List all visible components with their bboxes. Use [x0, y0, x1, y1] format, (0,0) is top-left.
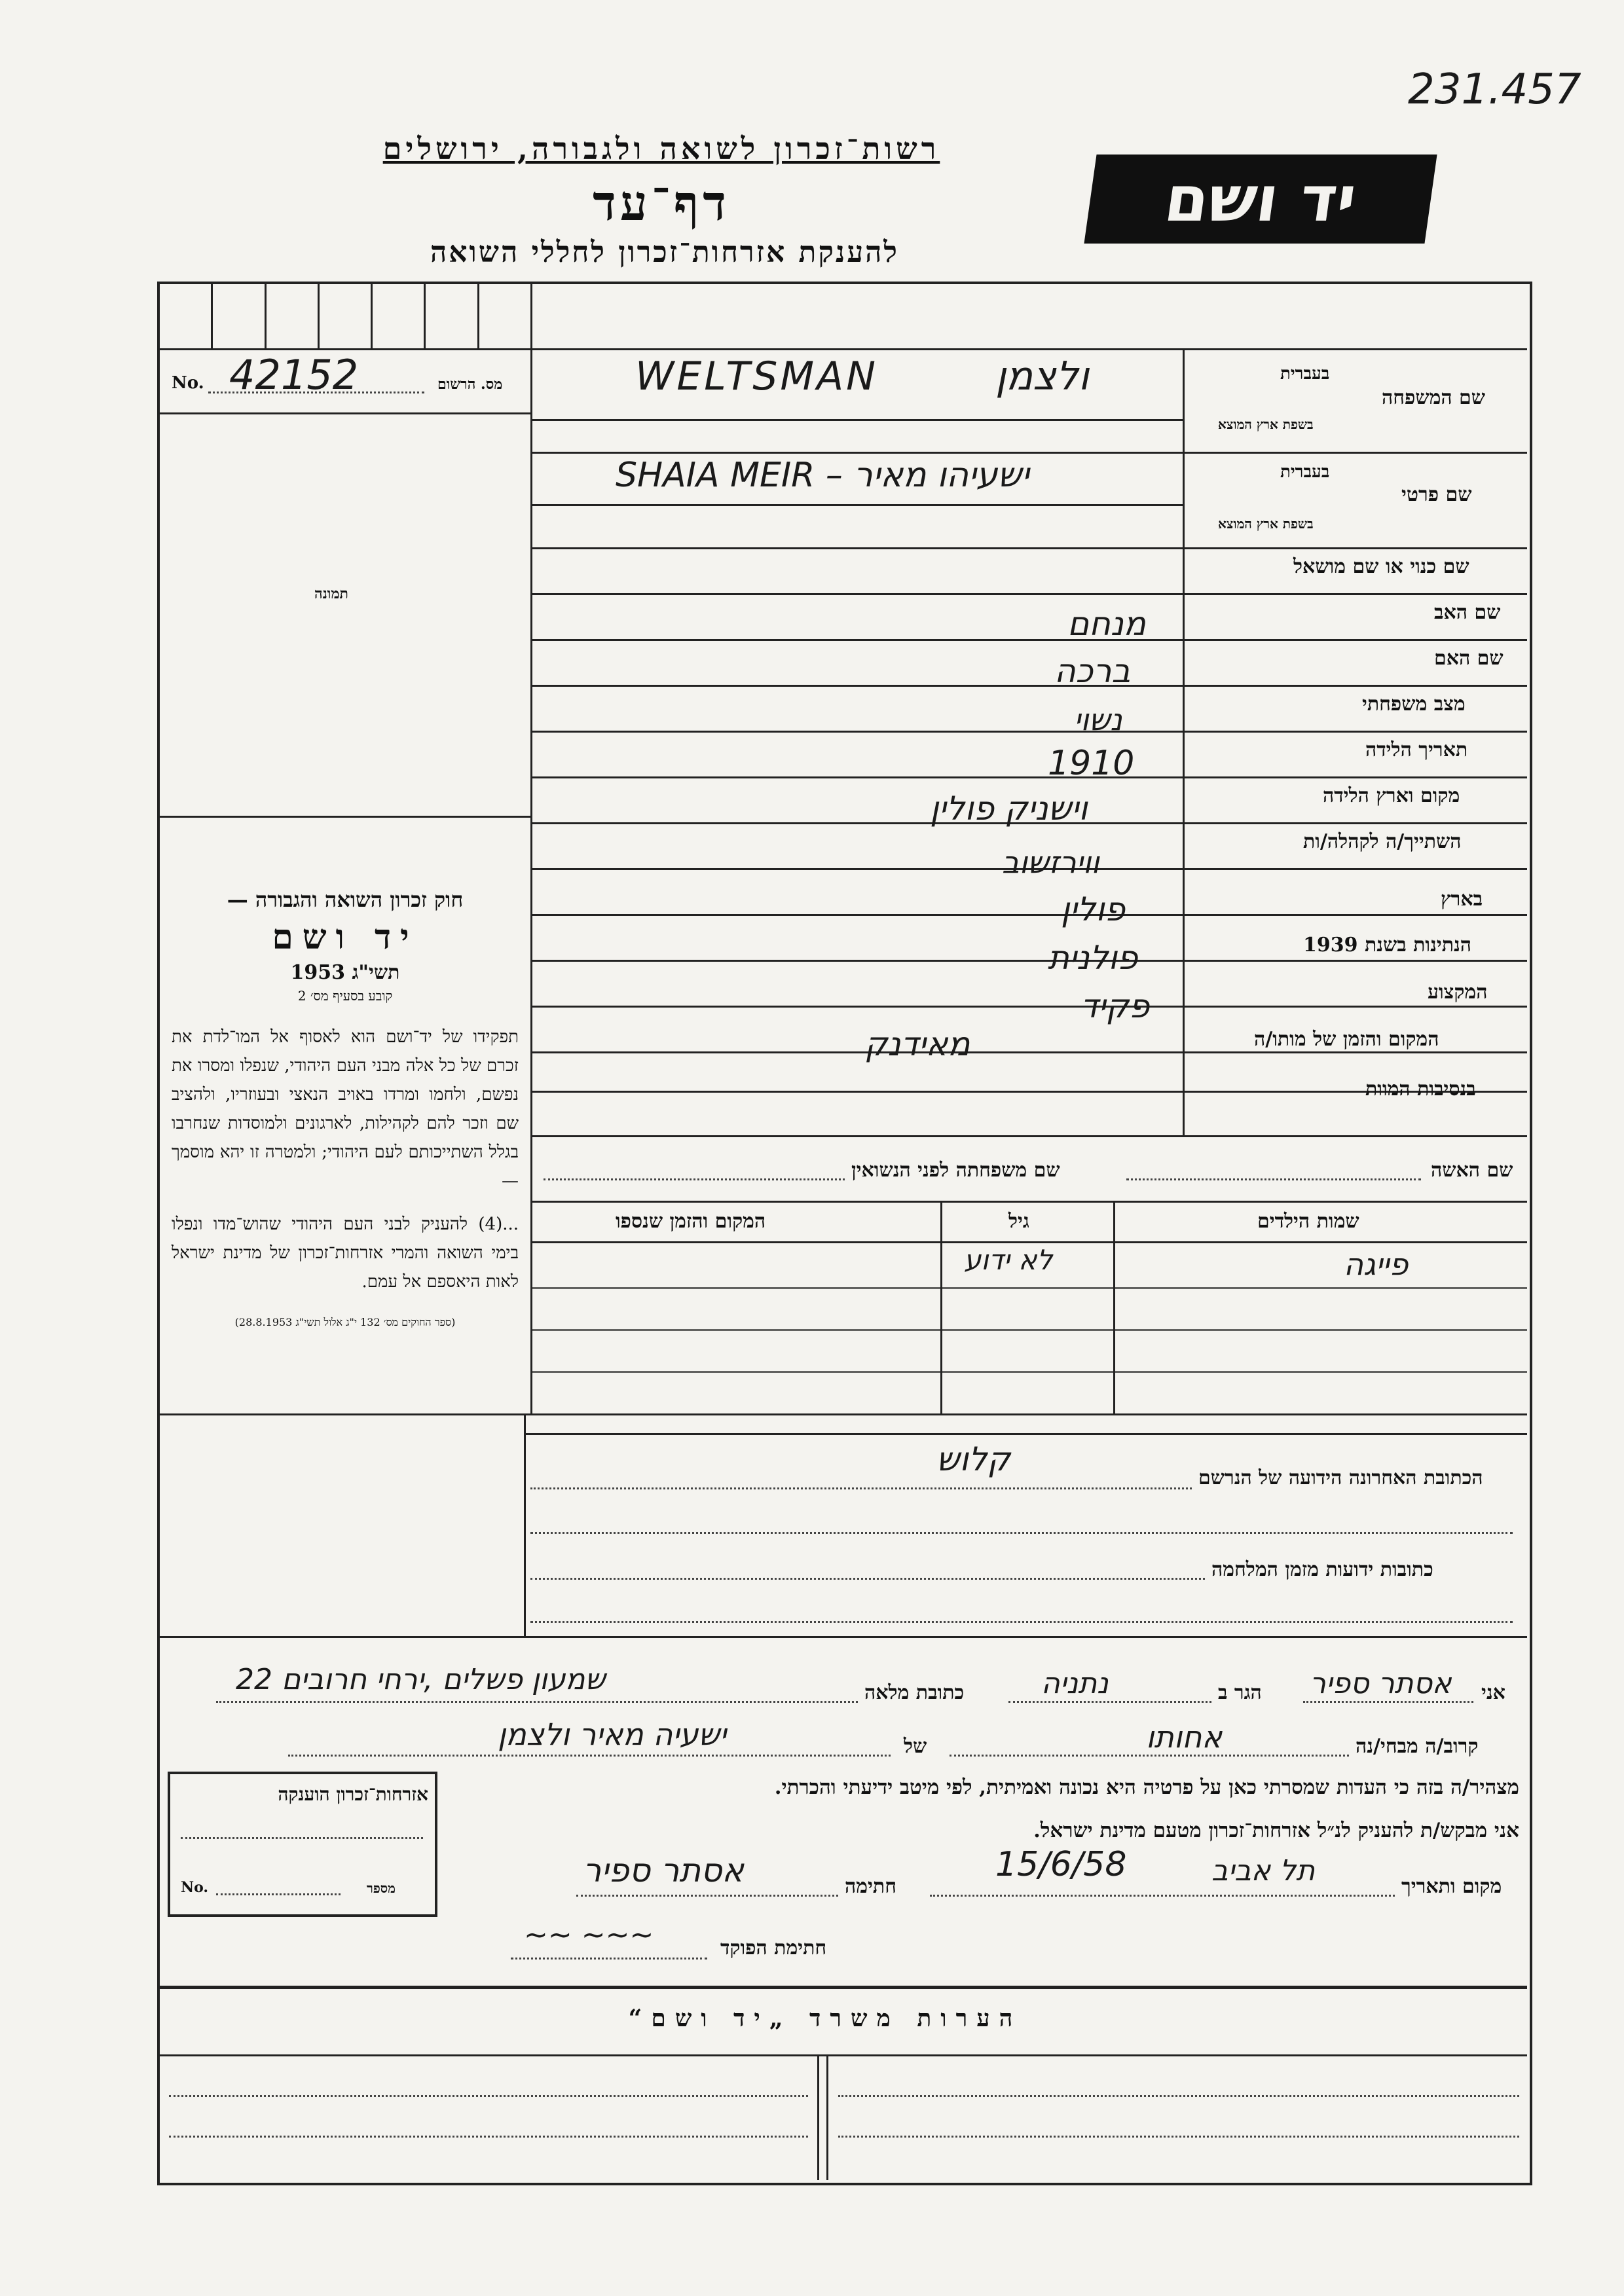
first-name-hebrew-label: בעברית	[1280, 462, 1330, 482]
resides-city: נתניה	[1041, 1667, 1109, 1700]
declarant-signature-text: אסתר ספיר	[583, 1851, 744, 1889]
top-cells	[160, 284, 530, 350]
photo-label: תמונה	[314, 585, 348, 602]
law-source: (ספר החוקים מס׳ 132 י"ג אלול תשי"ג 28.8.1953)	[234, 1316, 456, 1328]
office-notes-title: הערות משרד „יד ושם“	[628, 2005, 1022, 2032]
table-row	[532, 1243, 1527, 1282]
community-value: ווירזשוב	[1002, 845, 1099, 880]
relation-label: קרוב/ה מבחי/נה	[1356, 1735, 1479, 1758]
family-name-origin-label: בשפת ארץ המוצא	[1218, 416, 1314, 432]
resides-label: הגר ב	[1218, 1681, 1262, 1704]
father-name-value: מנחם	[1067, 605, 1146, 643]
wife-maiden-label: שם משפחתה לפני הנשואין	[851, 1159, 1060, 1182]
birth-date-value: 1910	[1048, 744, 1135, 783]
law-block	[172, 887, 519, 1329]
family-name-origin-value: WELTSMAN	[635, 354, 879, 399]
law-clause: קובע בסעיף מס׳ 2	[297, 988, 393, 1004]
child-name: פייגה	[1344, 1247, 1409, 1282]
citizenship-number-label: מספר	[367, 1880, 396, 1896]
mother-name-value: ברכה	[1054, 652, 1131, 690]
relation-value: אחותו	[1146, 1719, 1223, 1755]
law-text-2: ...(4) להעניק לבני העם היהודי שהוש־מדו ונפלו בימי השואה והמרי אזרחות־זכרון של מדינת ישראל לאות היאספם אל עמם.	[172, 1214, 519, 1292]
law-title: חוק זכרון השואה והגבורה —	[227, 887, 464, 912]
father-name-label: שם האב	[1434, 601, 1501, 624]
first-name-origin-label: בשפת ארץ המוצא	[1218, 516, 1314, 532]
death-place-value: מאידנק	[864, 1025, 970, 1063]
community-label: השתייך/ה לקהלה/ות	[1303, 830, 1462, 853]
birth-place-value: וישניק פולין	[930, 790, 1088, 828]
first-name-value: SHAIA MEIR – ישעיהו מאיר	[616, 456, 1029, 495]
country-value: פולין	[1061, 890, 1126, 928]
last-address-label: הכתובת האחרונה הידועה של הנרשם	[1198, 1467, 1483, 1489]
full-address-label: כתובת מלאה	[864, 1681, 965, 1704]
nationality-value: פולנית	[1048, 939, 1138, 977]
archive-number: 231.457	[1408, 65, 1581, 114]
full-address-value: שמעון פשלים ,ירחי חרובים 22	[236, 1663, 606, 1696]
declarant-i-label: אני	[1481, 1681, 1505, 1704]
children-names-header: שמות הילדים	[1257, 1210, 1359, 1233]
form-subtitle: להענקת אזרחות־זכרון לחללי השואה	[430, 236, 899, 269]
family-name-hebrew-label: בעברית	[1280, 364, 1330, 384]
birth-place-label: מקום וארץ הלידה	[1323, 784, 1460, 807]
place-value: תל אביב	[1211, 1854, 1316, 1887]
marital-status-label: מצב משפחתי	[1362, 693, 1466, 716]
nickname-label: שם כנוי או שם מושאל	[1293, 555, 1469, 578]
law-text-1: תפקידו של יד־ושם הוא לאסוף אל המו־לדת את זכרם של כל אלה מבני העם היהודי, שנפלו ומסרו את נפשם, ולחמו ומרדו באויב הנאצי ובעוזריו, ולהציב שם וזכר להם לקהילות, לארגונים ולמוסדות שנחרבו בגלל השתייכותם לעם היהודי; ולמטרה זו יהא מוסמך —	[172, 1027, 519, 1191]
children-place-header: המקום והזמן שנספו	[616, 1210, 766, 1233]
registration-no-label: No.	[172, 373, 204, 393]
first-name-label: שם פרטי	[1401, 483, 1472, 506]
citizenship-title: אזרחות־זכרון הוענקה	[278, 1783, 428, 1805]
registration-number: 42152	[229, 351, 359, 399]
signature-label: חתימה	[845, 1875, 896, 1898]
profession-value: פקיד	[1080, 987, 1150, 1025]
authority-title: רשות־זכרון לשואה ולגבורה, ירושלים	[382, 131, 940, 166]
yad-vashem-logo	[1084, 155, 1437, 244]
mother-name-label: שם האם	[1434, 647, 1504, 670]
law-year: תשי"ג 1953	[290, 961, 400, 984]
war-addresses-label: כתובות ידועות מזמן המלחמה	[1211, 1558, 1433, 1581]
citizenship-no-label: No.	[181, 1879, 209, 1896]
of-name-value: ישעיה מאיר ולצמן	[498, 1717, 727, 1752]
children-age-header: גיל	[1008, 1210, 1029, 1233]
citizenship-box	[168, 1772, 437, 1917]
registration-number-label: מס. הרשום	[437, 376, 503, 393]
nationality-label: הנתינות בשנת 1939	[1303, 934, 1472, 957]
death-circumstances-label: בנסיבות המוות	[1365, 1078, 1476, 1101]
marital-status-value: נשוי	[1074, 702, 1122, 737]
death-place-label: המקום והזמן של מותו/ה	[1254, 1028, 1439, 1051]
family-name-label: שם המשפחה	[1382, 386, 1486, 409]
declaration-statement: מצהיר/ה בזה כי העדות שמסרתי כאן על פרטיה היא נכונה ואמיתית, לפי מיטב ידיעתי והכרתי.	[774, 1776, 1519, 1799]
declarant-signature	[583, 1851, 744, 1889]
last-address-value: קלוש	[936, 1440, 1010, 1478]
place-date-label: מקום ותאריך	[1401, 1875, 1502, 1898]
logo-text: יד ושם	[1160, 162, 1361, 236]
country-label: בארץ	[1441, 888, 1483, 911]
law-name: יד ושם	[272, 917, 418, 957]
declaration-request: אני מבקש/ת להעניק לנ״ל אזרחות־זכרון מטעם מדינת ישראל.	[1033, 1819, 1519, 1842]
wife-name-label: שם האשה	[1431, 1159, 1513, 1182]
of-label: של	[904, 1735, 927, 1758]
official-signature: ~~ ~~~	[524, 1918, 654, 1952]
official-signature-label: חתימת הפוקד	[720, 1937, 827, 1959]
profession-label: המקצוע	[1428, 981, 1488, 1004]
form-title: דף־עד	[593, 175, 730, 232]
child-age: לא ידוע	[964, 1244, 1053, 1276]
date-value: 15/6/58	[995, 1845, 1127, 1884]
family-name-hebrew-value: ולצמן	[995, 354, 1090, 399]
birth-date-label: תאריך הלידה	[1365, 738, 1468, 761]
declarant-name: אסתר ספיר	[1310, 1667, 1452, 1700]
